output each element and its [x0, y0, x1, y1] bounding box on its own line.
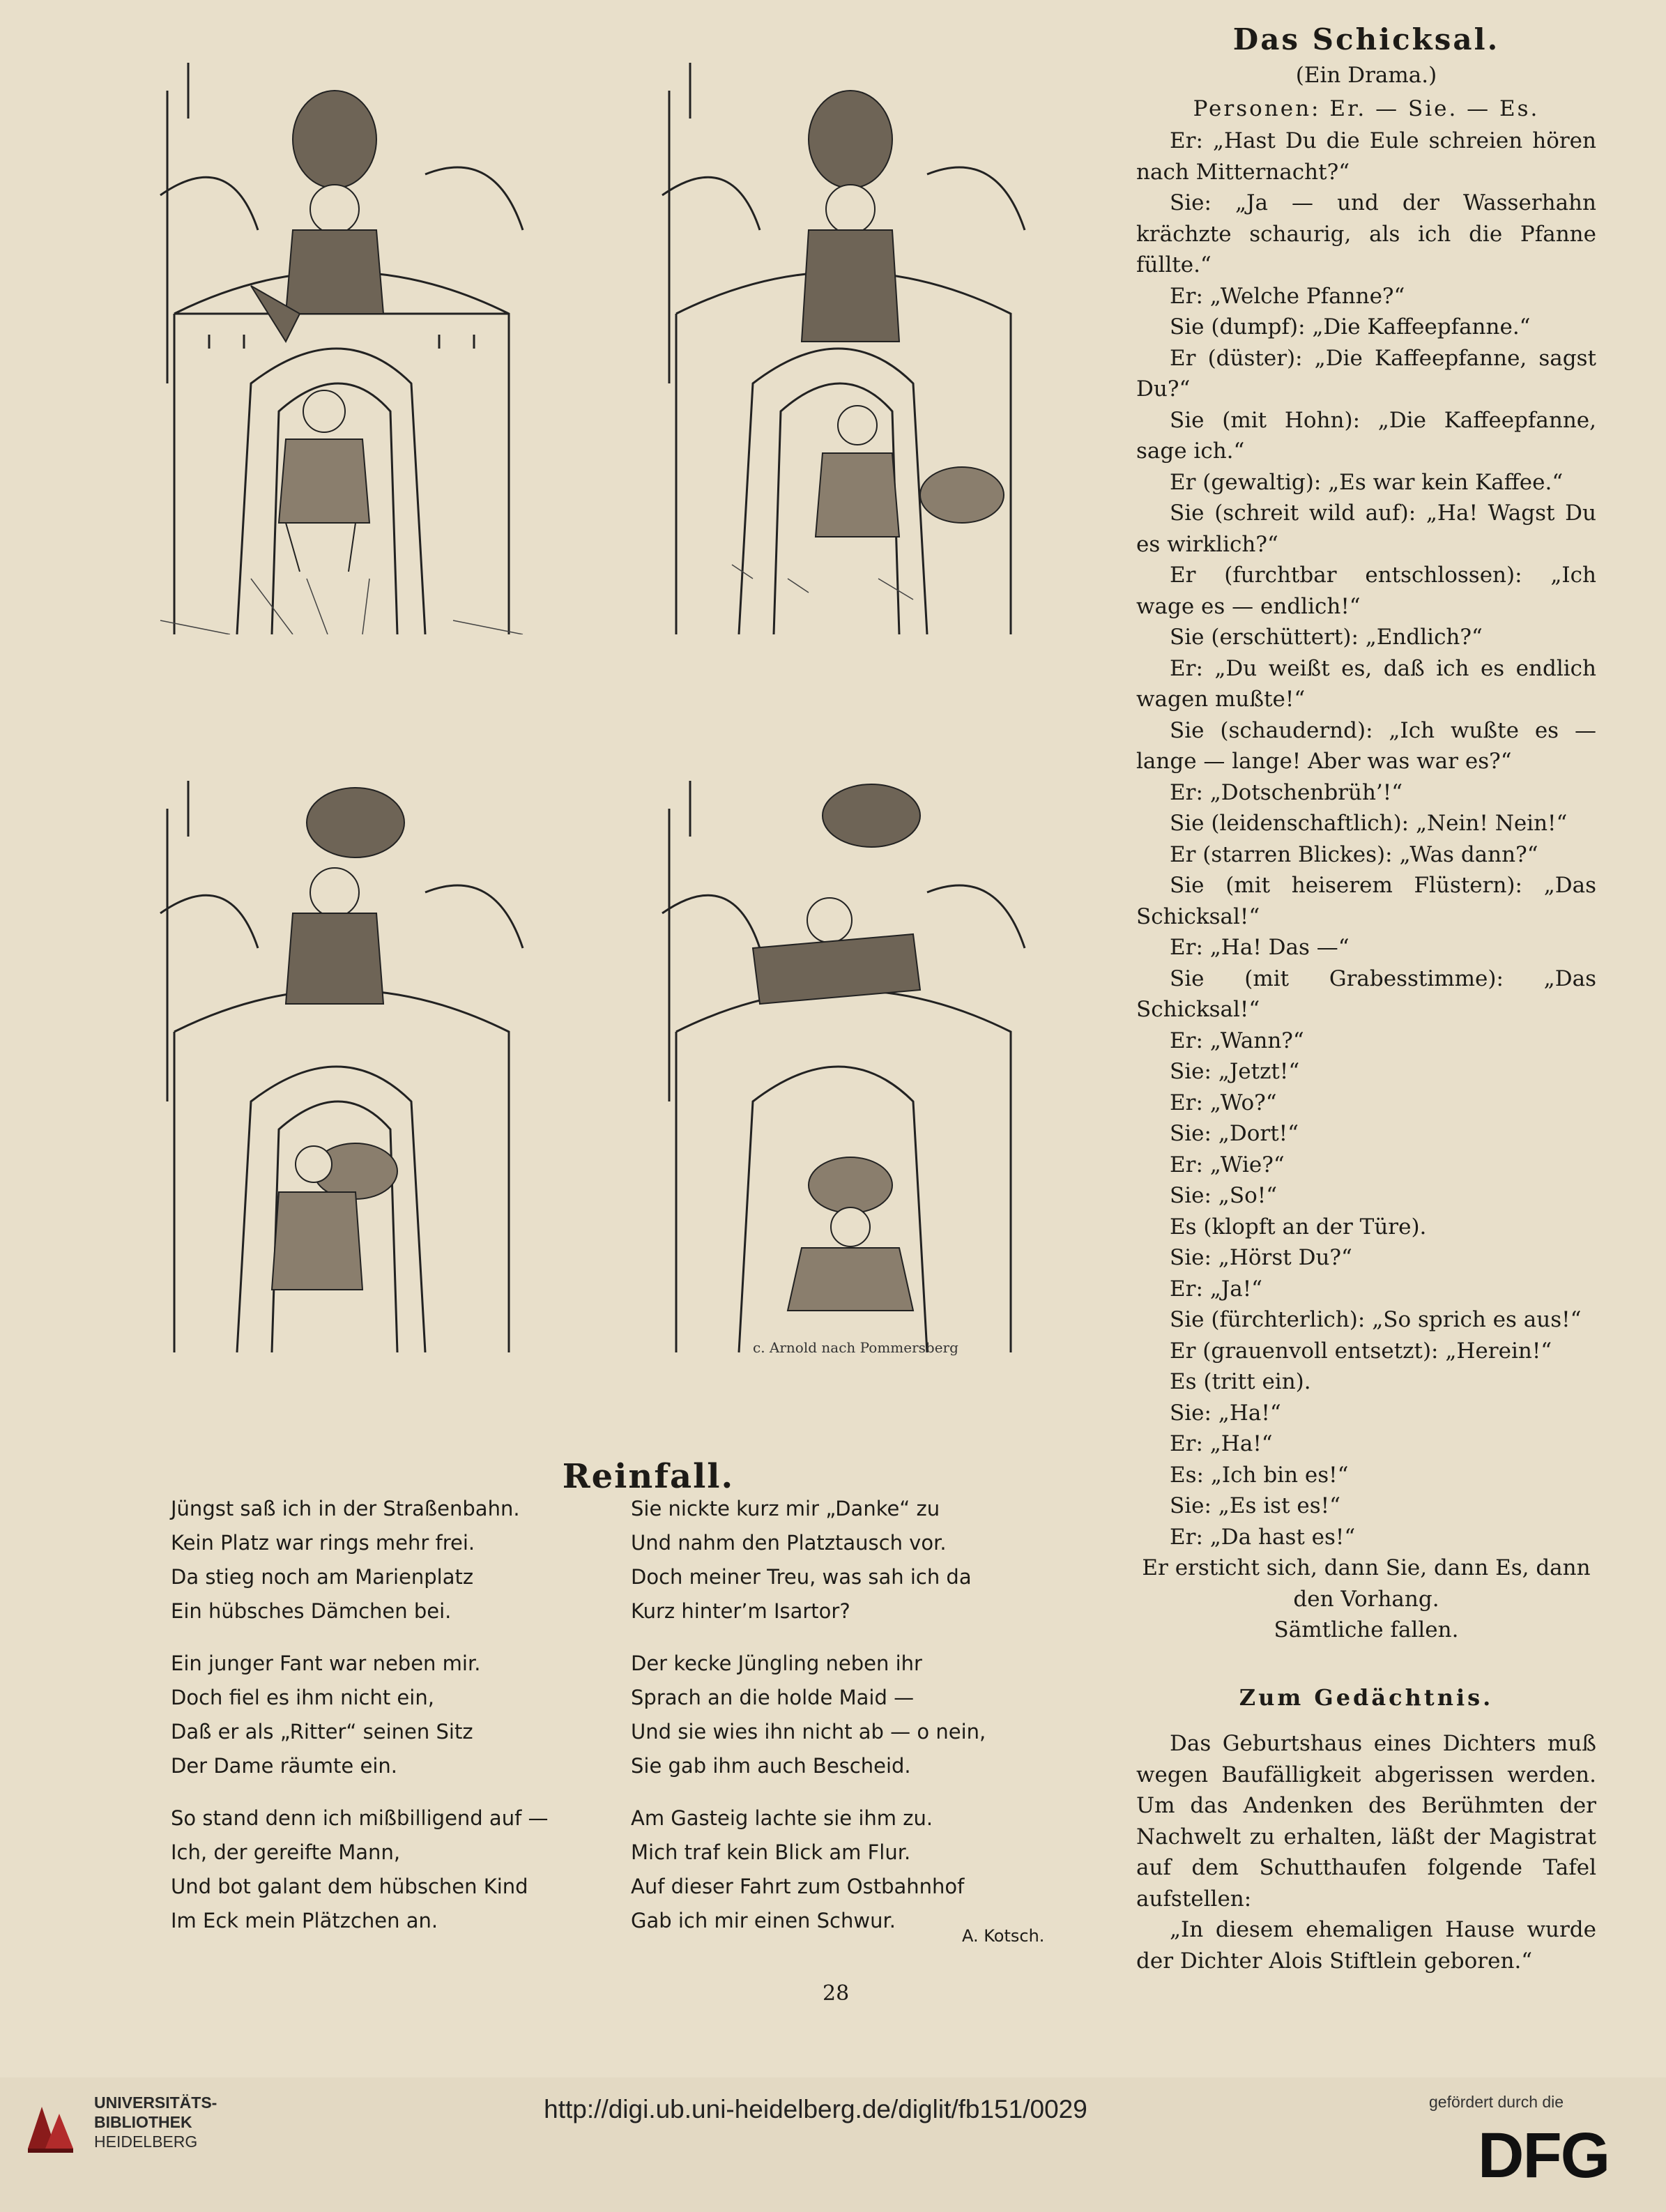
dialog-line: Er: „Da hast es!“	[1170, 1524, 1356, 1550]
illustration-panel-3	[146, 739, 537, 1352]
dialog-line: Er: „Ha! Das —“	[1170, 935, 1350, 960]
dialog-line: Er (gewaltig): „Es war kein Kaffee.“	[1170, 469, 1564, 495]
dialog-line: Er (grauenvoll entsetzt): „Herein!“	[1170, 1338, 1552, 1364]
dialog-line: Sie (mit Hohn): „Die Kaffeepfanne, sage ich.“	[1136, 407, 1596, 464]
dialog-line: Sie: „Es ist es!“	[1170, 1493, 1340, 1518]
poem-line: Ich, der gereifte Mann,	[171, 1840, 401, 1864]
schicksal-column	[1136, 21, 1596, 1976]
gedaechtnis-quote: „In diesem ehemaligen Hause wurde der Dichter Alois Stiftlein geboren.“	[1136, 1917, 1596, 1974]
poem-line: So stand denn ich mißbilligend auf —	[171, 1806, 549, 1830]
dfg-logo: DFG	[1478, 2120, 1610, 2191]
poem-line: Daß er als „Ritter“ seinen Sitz	[171, 1720, 473, 1744]
reinfall-title: Reinfall.	[562, 1457, 735, 1496]
dialog-line: Sie (leidenschaftlich): „Nein! Nein!“	[1170, 811, 1568, 836]
dialog-line: Er: „Wie?“	[1170, 1152, 1285, 1177]
dialog-line: Er: „Ha!“	[1170, 1431, 1273, 1456]
university-library-logo-icon	[21, 2093, 84, 2158]
poem-line: Sprach an die holde Maid —	[631, 1686, 915, 1709]
poem-line: Auf dieser Fahrt zum Ostbahnhof	[631, 1875, 965, 1898]
dialog-line: Es: „Ich bin es!“	[1170, 1462, 1349, 1488]
library-name	[94, 2093, 217, 2151]
poem-line: Ein junger Fant war neben mir.	[171, 1652, 481, 1675]
library-line-2: BIBLIOTHEK	[94, 2113, 192, 2131]
cartoon-bridge-scene-1	[146, 21, 537, 634]
poem-line: Ein hübsches Dämchen bei.	[171, 1599, 452, 1623]
artist-signature: c. Arnold nach Pommersberg	[753, 1339, 958, 1356]
schicksal-final: Sämtliche fallen.	[1274, 1617, 1459, 1642]
cartoon-bridge-scene-2	[648, 21, 1039, 634]
dialog-line: Sie: „Ha!“	[1170, 1400, 1281, 1426]
poem-stanza	[171, 1647, 480, 1783]
dialog-line: Sie (schaudernd): „Ich wußte es — lange — lange! Aber was war es?“	[1136, 717, 1596, 774]
dialog-line: Er: „Wann?“	[1170, 1028, 1304, 1053]
poem-author: A. Kotsch.	[962, 1926, 1045, 1946]
dialog-line: Er: „Ja!“	[1170, 1276, 1263, 1302]
poem-stanza	[631, 1647, 986, 1783]
poem-line: Sie gab ihm auch Bescheid.	[631, 1754, 911, 1778]
dialog-line: Er (starren Blickes): „Was dann?“	[1170, 841, 1538, 867]
poem-line: Da stieg noch am Marienplatz	[171, 1565, 474, 1589]
poem-stanza	[171, 1492, 520, 1629]
dialog-line: Sie: „Jetzt!“	[1170, 1059, 1300, 1084]
poem-stanza	[631, 1801, 964, 1938]
schicksal-title: Das Schicksal.	[1232, 22, 1500, 56]
dialog-line: Er: „Du weißt es, daß ich es endlich wagen mußte!“	[1136, 655, 1596, 712]
dialog-line: Sie (dumpf): „Die Kaffeepfanne.“	[1170, 314, 1531, 340]
poem-line: Der Dame räumte ein.	[171, 1754, 397, 1778]
dialog-lines	[1136, 125, 1596, 1553]
poem-line: Doch fiel es ihm nicht ein,	[171, 1686, 434, 1709]
schicksal-personen: Personen: Er. — Sie. — Es.	[1193, 96, 1540, 121]
illustration-panel-1	[146, 21, 537, 634]
dialog-line: Sie: „Dort!“	[1170, 1121, 1299, 1146]
gedaechtnis-title: Zum Gedächtnis.	[1239, 1684, 1494, 1711]
dialog-line: Sie: „Ja — und der Wasserhahn krächzte schaurig, als ich die Pfanne füllte.“	[1136, 190, 1596, 277]
poem-line: Mich traf kein Blick am Flur.	[631, 1840, 911, 1864]
page-number: 28	[823, 1981, 850, 2006]
poem-line: Jüngst saß ich in der Straßenbahn.	[171, 1497, 520, 1520]
library-line-1: UNIVERSITÄTS-	[94, 2093, 217, 2112]
poem-line: Am Gasteig lachte sie ihm zu.	[631, 1806, 933, 1830]
poem-line: Der kecke Jüngling neben ihr	[631, 1652, 922, 1675]
poem-line: Doch meiner Treu, was sah ich da	[631, 1565, 972, 1589]
dialog-line: Er (furchtbar entschlossen): „Ich wage es — endlich!“	[1136, 563, 1596, 619]
dialog-line: Es (tritt ein).	[1170, 1369, 1311, 1394]
dialog-line: Sie: „Hörst Du?“	[1170, 1245, 1352, 1270]
dialog-line: Es (klopft an der Türe).	[1170, 1214, 1427, 1240]
library-line-3: HEIDELBERG	[94, 2133, 198, 2151]
poem-line: Sie nickte kurz mir „Danke“ zu	[631, 1497, 940, 1520]
source-url-link[interactable]: http://digi.ub.uni-heidelberg.de/diglit/fb151/0029	[544, 2095, 1087, 2123]
illustration-panel-4	[648, 739, 1039, 1380]
dialog-line: Sie: „So!“	[1170, 1183, 1278, 1208]
dialog-line: Er (düster): „Die Kaffeepfanne, sagst Du?“	[1136, 345, 1596, 402]
poem-stanza	[631, 1492, 972, 1629]
poem-line: Kein Platz war rings mehr frei.	[171, 1531, 475, 1555]
dialog-line: Sie (erschüttert): „Endlich?“	[1170, 625, 1483, 650]
poem-line: Und nahm den Platztausch vor.	[631, 1531, 947, 1555]
poem-line: Und sie wies ihn nicht ab — o nein,	[631, 1720, 986, 1744]
poem-stanza	[171, 1801, 549, 1938]
dialog-line: Er: „Hast Du die Eule schreien hören nach Mitternacht?“	[1136, 128, 1596, 185]
dialog-line: Sie (mit Grabesstimme): „Das Schicksal!“	[1136, 966, 1596, 1022]
poem-line: Und bot galant dem hübschen Kind	[171, 1875, 528, 1898]
gedaechtnis-text: Das Geburtshaus eines Dichters muß wegen Baufälligkeit abgerissen werden. Um das Andenken des Berühmten der Nachwelt zu erhalten, läßt der Magistrat auf dem Schutthaufen folgende Tafel aufstellen:	[1136, 1731, 1596, 1912]
poem-line: Gab ich mir einen Schwur.	[631, 1909, 896, 1932]
poem-line: Im Eck mein Plätzchen an.	[171, 1909, 438, 1932]
cartoon-bridge-scene-4	[648, 739, 1039, 1380]
dialog-line: Er: „Dotschenbrüh’!“	[1170, 779, 1403, 805]
dialog-line: Sie (mit heiserem Flüstern): „Das Schicksal!“	[1136, 873, 1596, 929]
poem-line: Kurz hinter’m Isartor?	[631, 1599, 850, 1623]
footer	[0, 2077, 1666, 2212]
dialog-line: Sie (schreit wild auf): „Ha! Wagst Du es wirklich?“	[1136, 501, 1596, 557]
funding-note: gefördert durch die	[1429, 2093, 1564, 2111]
dialog-line: Sie (fürchterlich): „So sprich es aus!“	[1170, 1307, 1582, 1332]
illustration-panel-2	[648, 21, 1039, 634]
cartoon-bridge-scene-3	[146, 739, 537, 1352]
dialog-line: Er: „Welche Pfanne?“	[1170, 283, 1405, 309]
schicksal-ending: Er ersticht sich, dann Sie, dann Es, dann den Vorhang.	[1142, 1555, 1591, 1612]
schicksal-subtitle: (Ein Drama.)	[1295, 63, 1437, 88]
dialog-line: Er: „Wo?“	[1170, 1090, 1277, 1115]
